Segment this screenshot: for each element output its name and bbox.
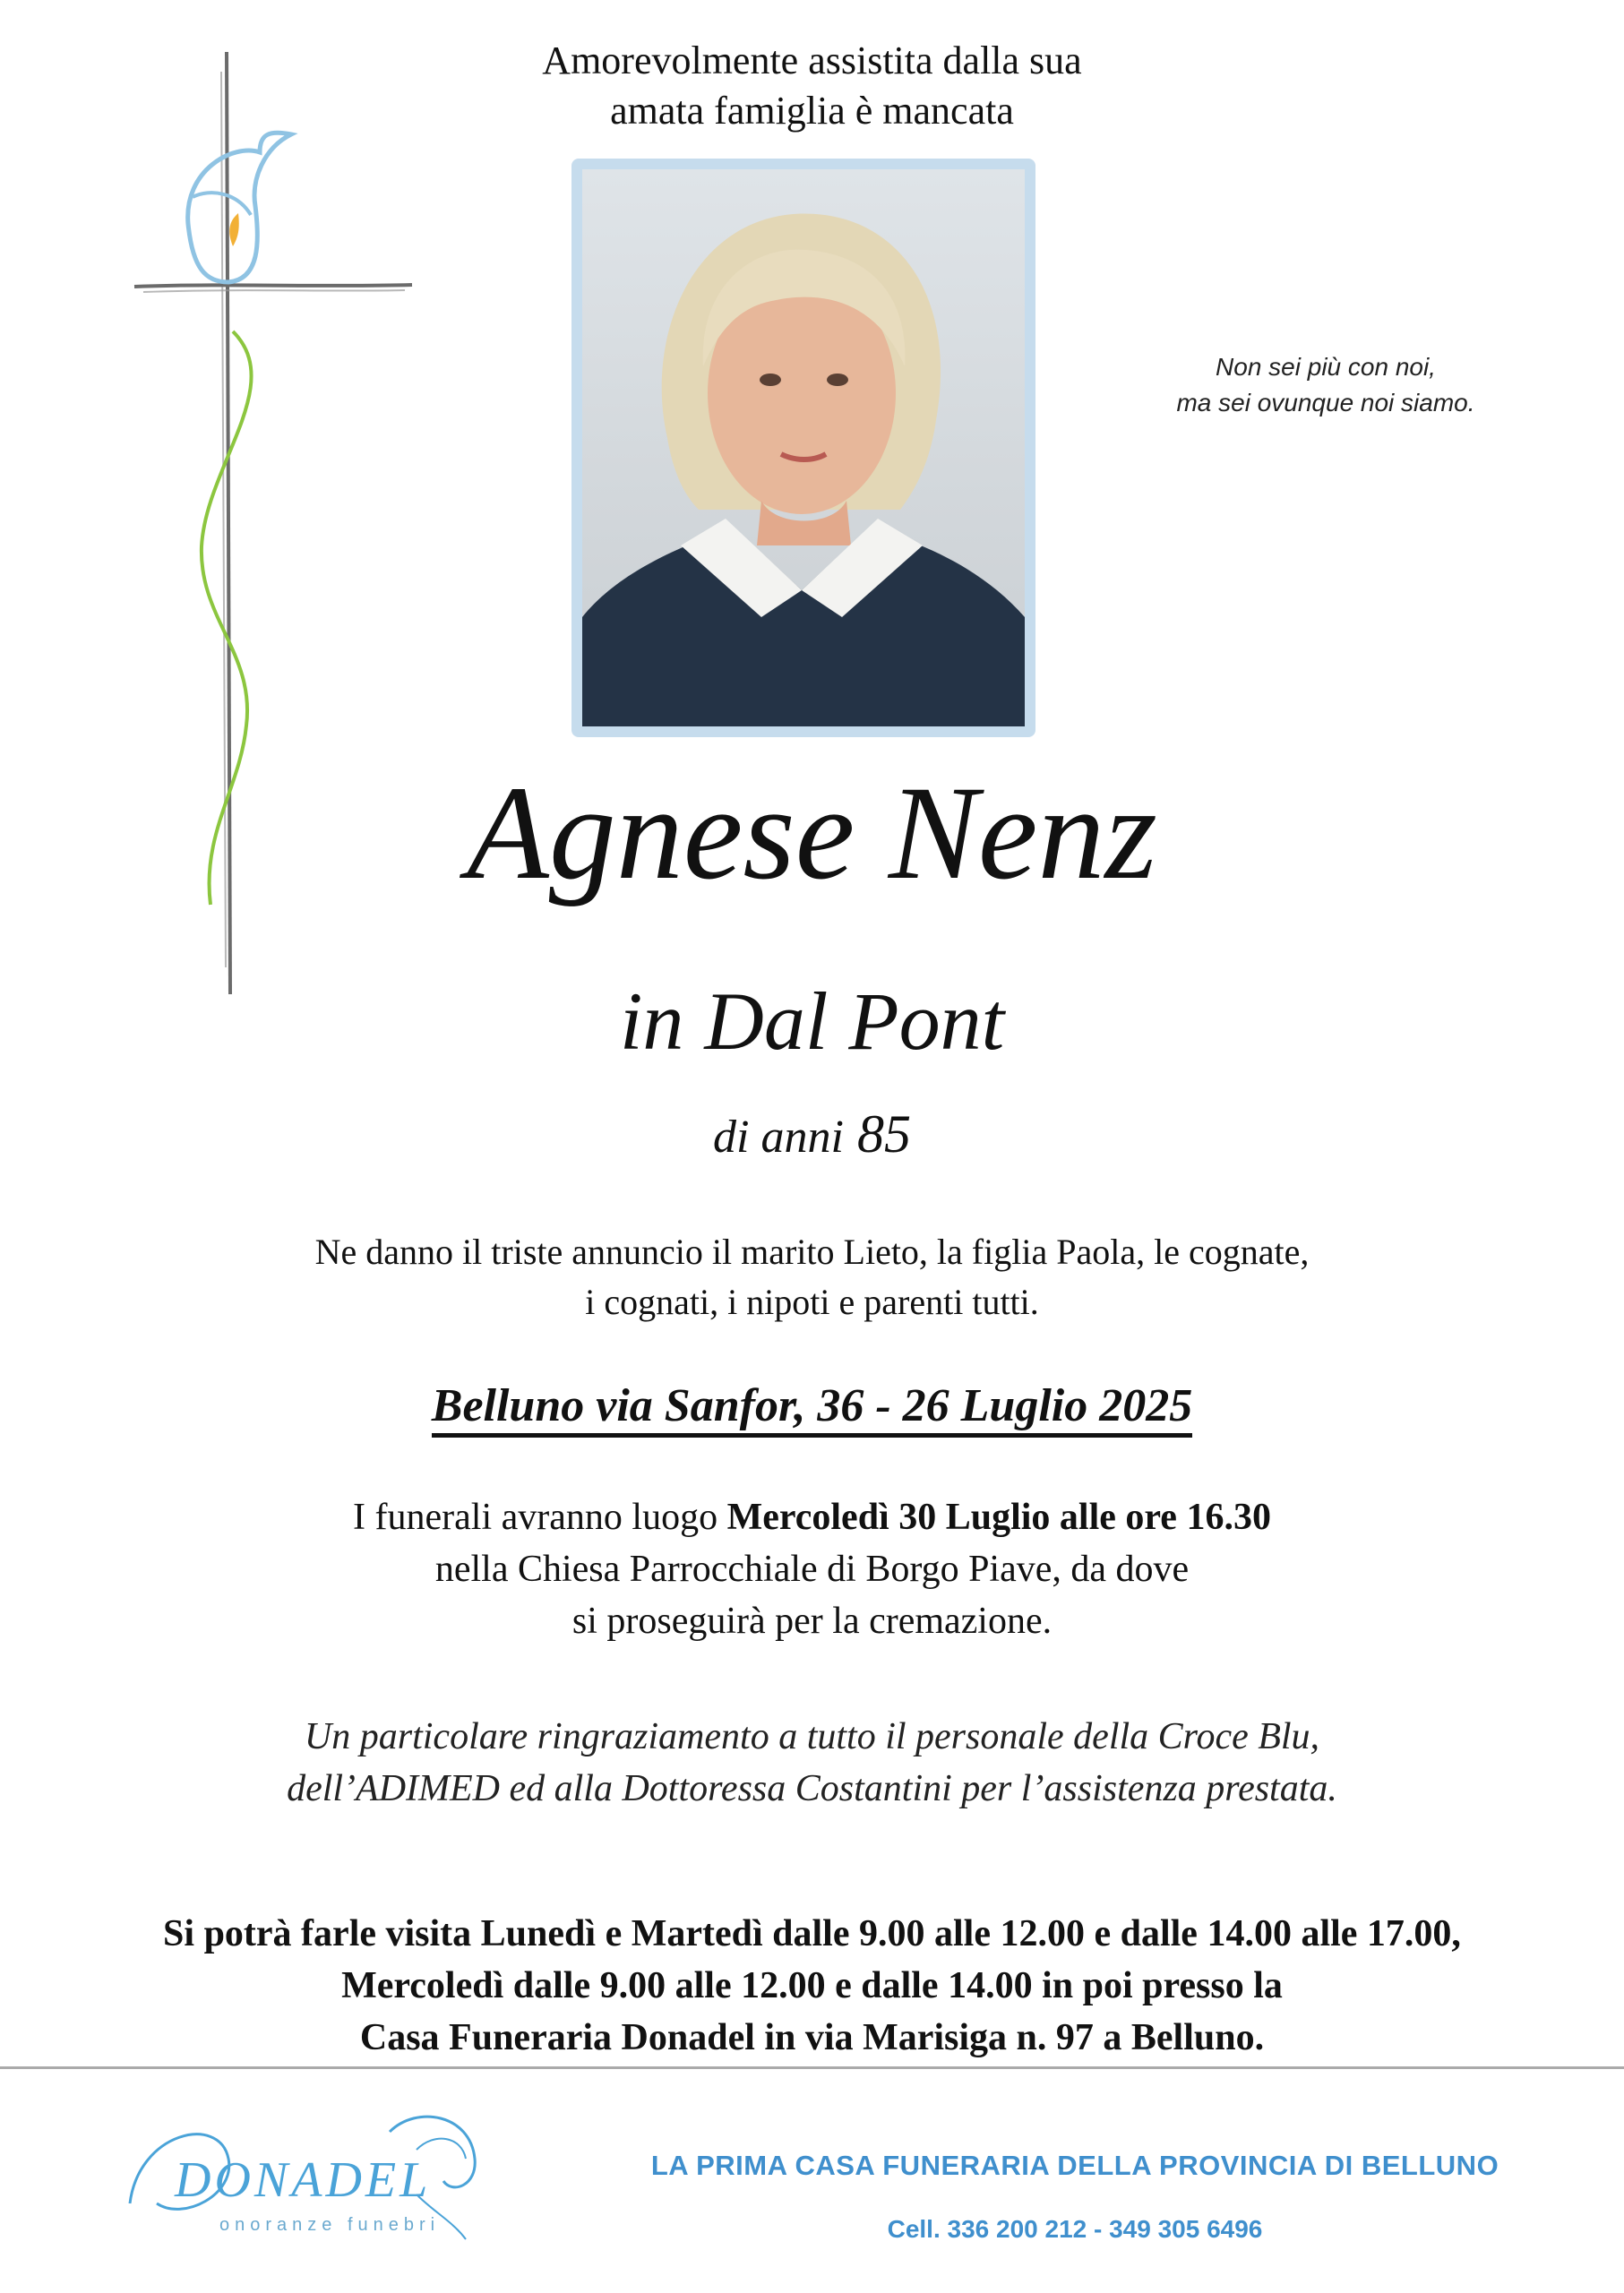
quote-line-1: Non sei più con noi, [1216, 353, 1436, 381]
portrait-frame [571, 159, 1035, 737]
intro-line-2: amata famiglia è mancata [610, 89, 1014, 133]
footer-divider [0, 2066, 1624, 2069]
logo-subtitle: onoranze funebri [219, 2215, 441, 2235]
funeral-date-time: Mercoledì 30 Luglio alle ore 16.30 [726, 1497, 1271, 1538]
quote-line-2: ma sei ovunque noi siamo. [1176, 389, 1475, 417]
funeral-line-3: si proseguirà per la cremazione. [571, 1601, 1053, 1642]
memorial-quote [1138, 349, 1514, 421]
funeral-line-2: nella Chiesa Parrocchiale di Borgo Piave, da dove [434, 1549, 1190, 1590]
funeral-line-1-prefix: I funerali avranno luogo [353, 1497, 727, 1538]
visit-line-2: Mercoledì dalle 9.00 alle 12.00 e dalle 14.00 in poi presso la [341, 1965, 1283, 2006]
place-date-text: Belluno via Sanfor, 36 - 26 Luglio 2025 [432, 1380, 1192, 1438]
logo-name: DONADEL [175, 2152, 432, 2208]
funeral-info [0, 1491, 1624, 1647]
age-line [0, 1100, 1624, 1172]
age-prefix: di anni [713, 1112, 844, 1163]
visit-line-1: Si potrà farle visita Lunedì e Martedì dalle 9.00 alle 12.00 e dalle 14.00 alle 17.00, [163, 1913, 1461, 1954]
footer-tagline: LA PRIMA CASA FUNERARIA DELLA PROVINCIA DI BELLUNO [650, 2150, 1499, 2181]
intro-line-1: Amorevolmente assistita dalla sua [542, 39, 1082, 82]
portrait-photo [582, 169, 1025, 726]
announcement-line-2: i cognati, i nipoti e parenti tutti. [585, 1282, 1039, 1322]
thanks [0, 1711, 1624, 1815]
footer-phones: Cell. 336 200 212 - 349 305 6496 [887, 2215, 1263, 2243]
place-date [0, 1375, 1624, 1438]
married-name: in Dal Pont [619, 975, 1005, 1067]
thanks-line-2: dell’ADIMED ed alla Dottoressa Costantini per l’assistenza prestata. [287, 1768, 1337, 1809]
intro-text [0, 36, 1624, 136]
visit-line-3: Casa Funeraria Donadel in via Marisiga n. 97 a Belluno. [359, 2017, 1265, 2058]
thanks-line-1: Un particolare ringraziamento a tutto il personale della Croce Blu, [304, 1716, 1320, 1757]
age-value: 85 [856, 1104, 911, 1164]
deceased-name: Agnese Nenz [467, 759, 1157, 907]
visit-info [0, 1908, 1624, 2064]
donadel-logo [121, 2096, 506, 2248]
funeral-line-1 [0, 1491, 1624, 1543]
announcement [0, 1227, 1624, 1327]
announcement-line-1: Ne danno il triste annuncio il marito Lieto, la figlia Paola, le cognate, [314, 1232, 1310, 1272]
